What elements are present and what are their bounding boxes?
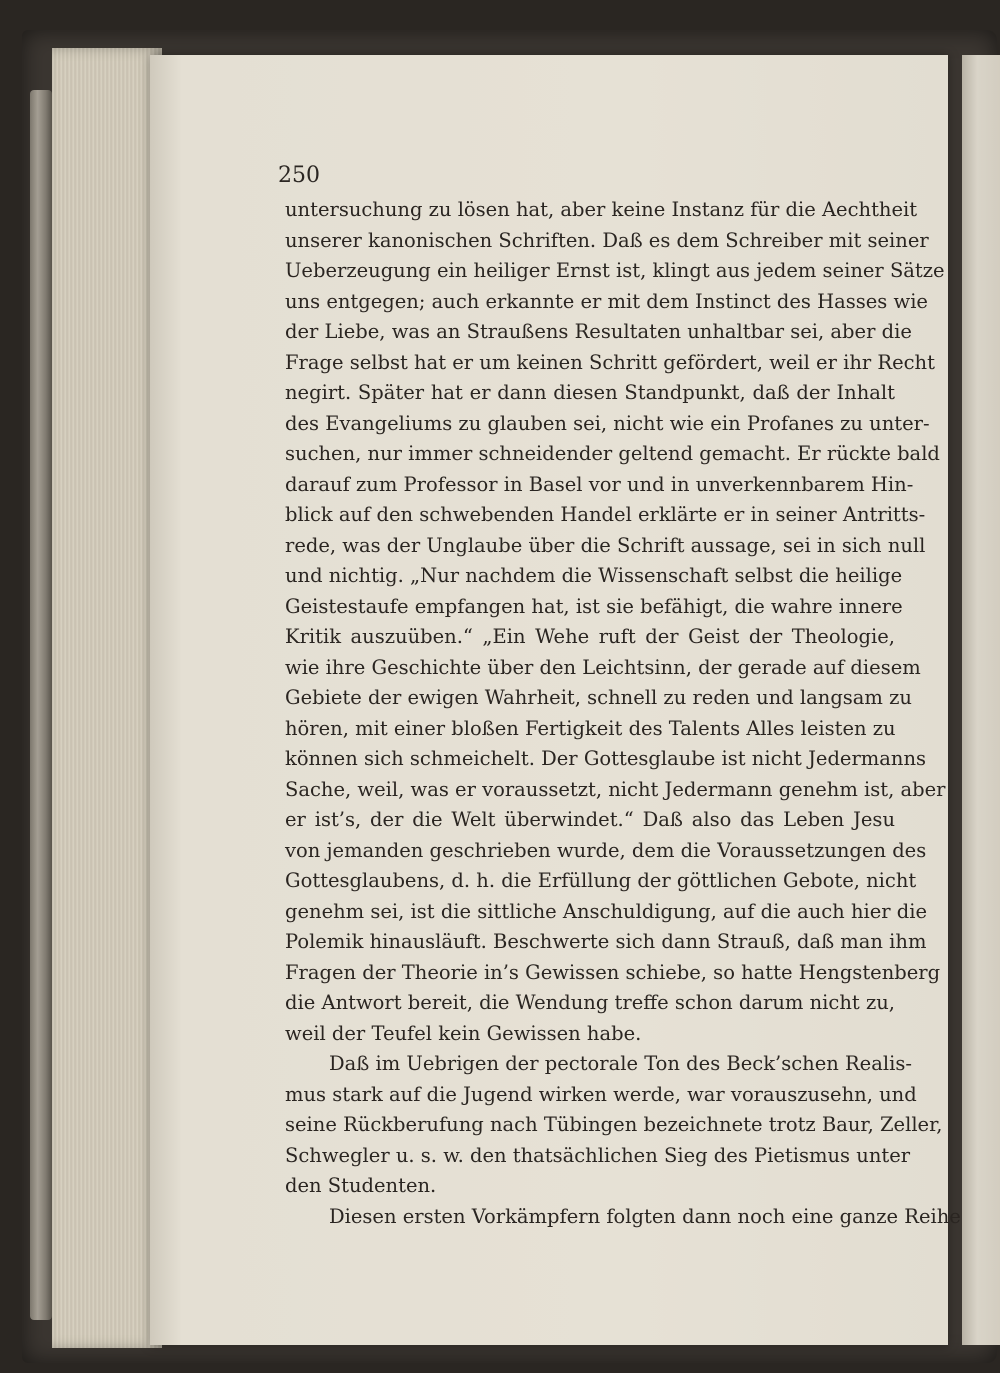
book-page — [150, 55, 961, 1345]
text-line: mus stark auf die Jugend wirken werde, war vorauszusehn, und — [285, 1082, 917, 1106]
text-line: wie ihre Geschichte über den Leichtsinn, der gerade auf diesem — [285, 655, 921, 679]
text-line: weil der Teufel kein Gewissen habe. — [285, 1021, 642, 1045]
text-line: des Evangeliums zu glauben sei, nicht wie ein Profanes zu unter- — [285, 411, 930, 435]
text-line: Gebiete der ewigen Wahrheit, schnell zu reden und langsam zu — [285, 686, 912, 709]
text-line: von jemanden geschrieben wurde, dem die Voraussetzungen des — [285, 838, 927, 862]
text-line: können sich schmeichelt. Der Gottesglaube ist nicht Jedermanns — [285, 747, 927, 770]
text-line: Gottesglaubens, d. h. die Erfüllung der göttlichen Gebote, nicht — [285, 869, 917, 892]
text-line: unserer kanonischen Schriften. Daß es dem Schreiber mit seiner — [285, 228, 929, 252]
text-line: seine Rückberufung nach Tübingen bezeichnete trotz Baur, Zeller, — [285, 1113, 943, 1136]
text-line: rede, was der Unglaube über die Schrift aussage, sei in sich null — [285, 533, 926, 557]
text-line: Frage selbst hat er um keinen Schritt gefördert, weil er ihr Recht — [285, 350, 935, 374]
text-line: Ueberzeugung ein heiliger Ernst ist, klingt aus jedem seiner Sätze — [285, 259, 945, 282]
text-line: Geistestaufe empfangen hat, ist sie befähigt, die wahre innere — [285, 594, 903, 618]
text-line: genehm sei, ist die sittliche Anschuldigung, auf die auch hier die — [285, 899, 928, 923]
text-line: den Studenten. — [285, 1174, 437, 1197]
text-line: negirt. Später hat er dann diesen Standpunkt, daß der Inhalt — [285, 381, 895, 404]
page-edges — [52, 48, 162, 1348]
text-line: der Liebe, was an Straußens Resultaten unhaltbar sei, aber die — [285, 320, 912, 343]
page-number: 250 — [278, 163, 320, 188]
text-line: die Antwort bereit, die Wendung treffe schon darum nicht zu, — [285, 991, 895, 1014]
text-line: blick auf den schwebenden Handel erklärte er in seiner Antritts- — [285, 503, 926, 526]
text-line: er ist’s, der die Welt überwindet.“ Daß also das Leben Jesu — [285, 808, 895, 831]
text-line: Sache, weil, was er voraussetzt, nicht Jedermann genehm ist, aber — [285, 777, 946, 801]
facing-page-edge — [962, 55, 1000, 1345]
text-line: untersuchung zu lösen hat, aber keine Instanz für die Aechtheit — [285, 198, 918, 221]
text-line: Daß im Uebrigen der pectorale Ton des Beck’schen Realis- — [329, 1052, 912, 1075]
text-line: hören, mit einer bloßen Fertigkeit des Talents Alles leisten zu — [285, 716, 896, 740]
text-line: Diesen ersten Vorkämpfern folgten dann noch eine ganze Reihe — [329, 1204, 961, 1228]
text-line: darauf zum Professor in Basel vor und in unverkennbarem Hin- — [285, 472, 914, 496]
text-line: und nichtig. „Nur nachdem die Wissenschaft selbst die heilige — [285, 564, 903, 587]
text-line: Kritik auszuüben.“ „Ein Wehe ruft der Geist der Theologie, — [285, 625, 895, 648]
body-text — [285, 195, 961, 1232]
text-line: Polemik hinausläuft. Beschwerte sich dann Strauß, daß man ihm — [285, 930, 927, 953]
text-line: Schwegler u. s. w. den thatsächlichen Sieg des Pietismus unter — [285, 1143, 911, 1167]
text-line: uns entgegen; auch erkannte er mit dem Instinct des Hasses wie — [285, 289, 928, 313]
text-line: Fragen der Theorie in’s Gewissen schiebe, so hatte Hengstenberg — [285, 960, 941, 984]
text-line: suchen, nur immer schneidender geltend gemacht. Er rückte bald — [285, 442, 940, 465]
